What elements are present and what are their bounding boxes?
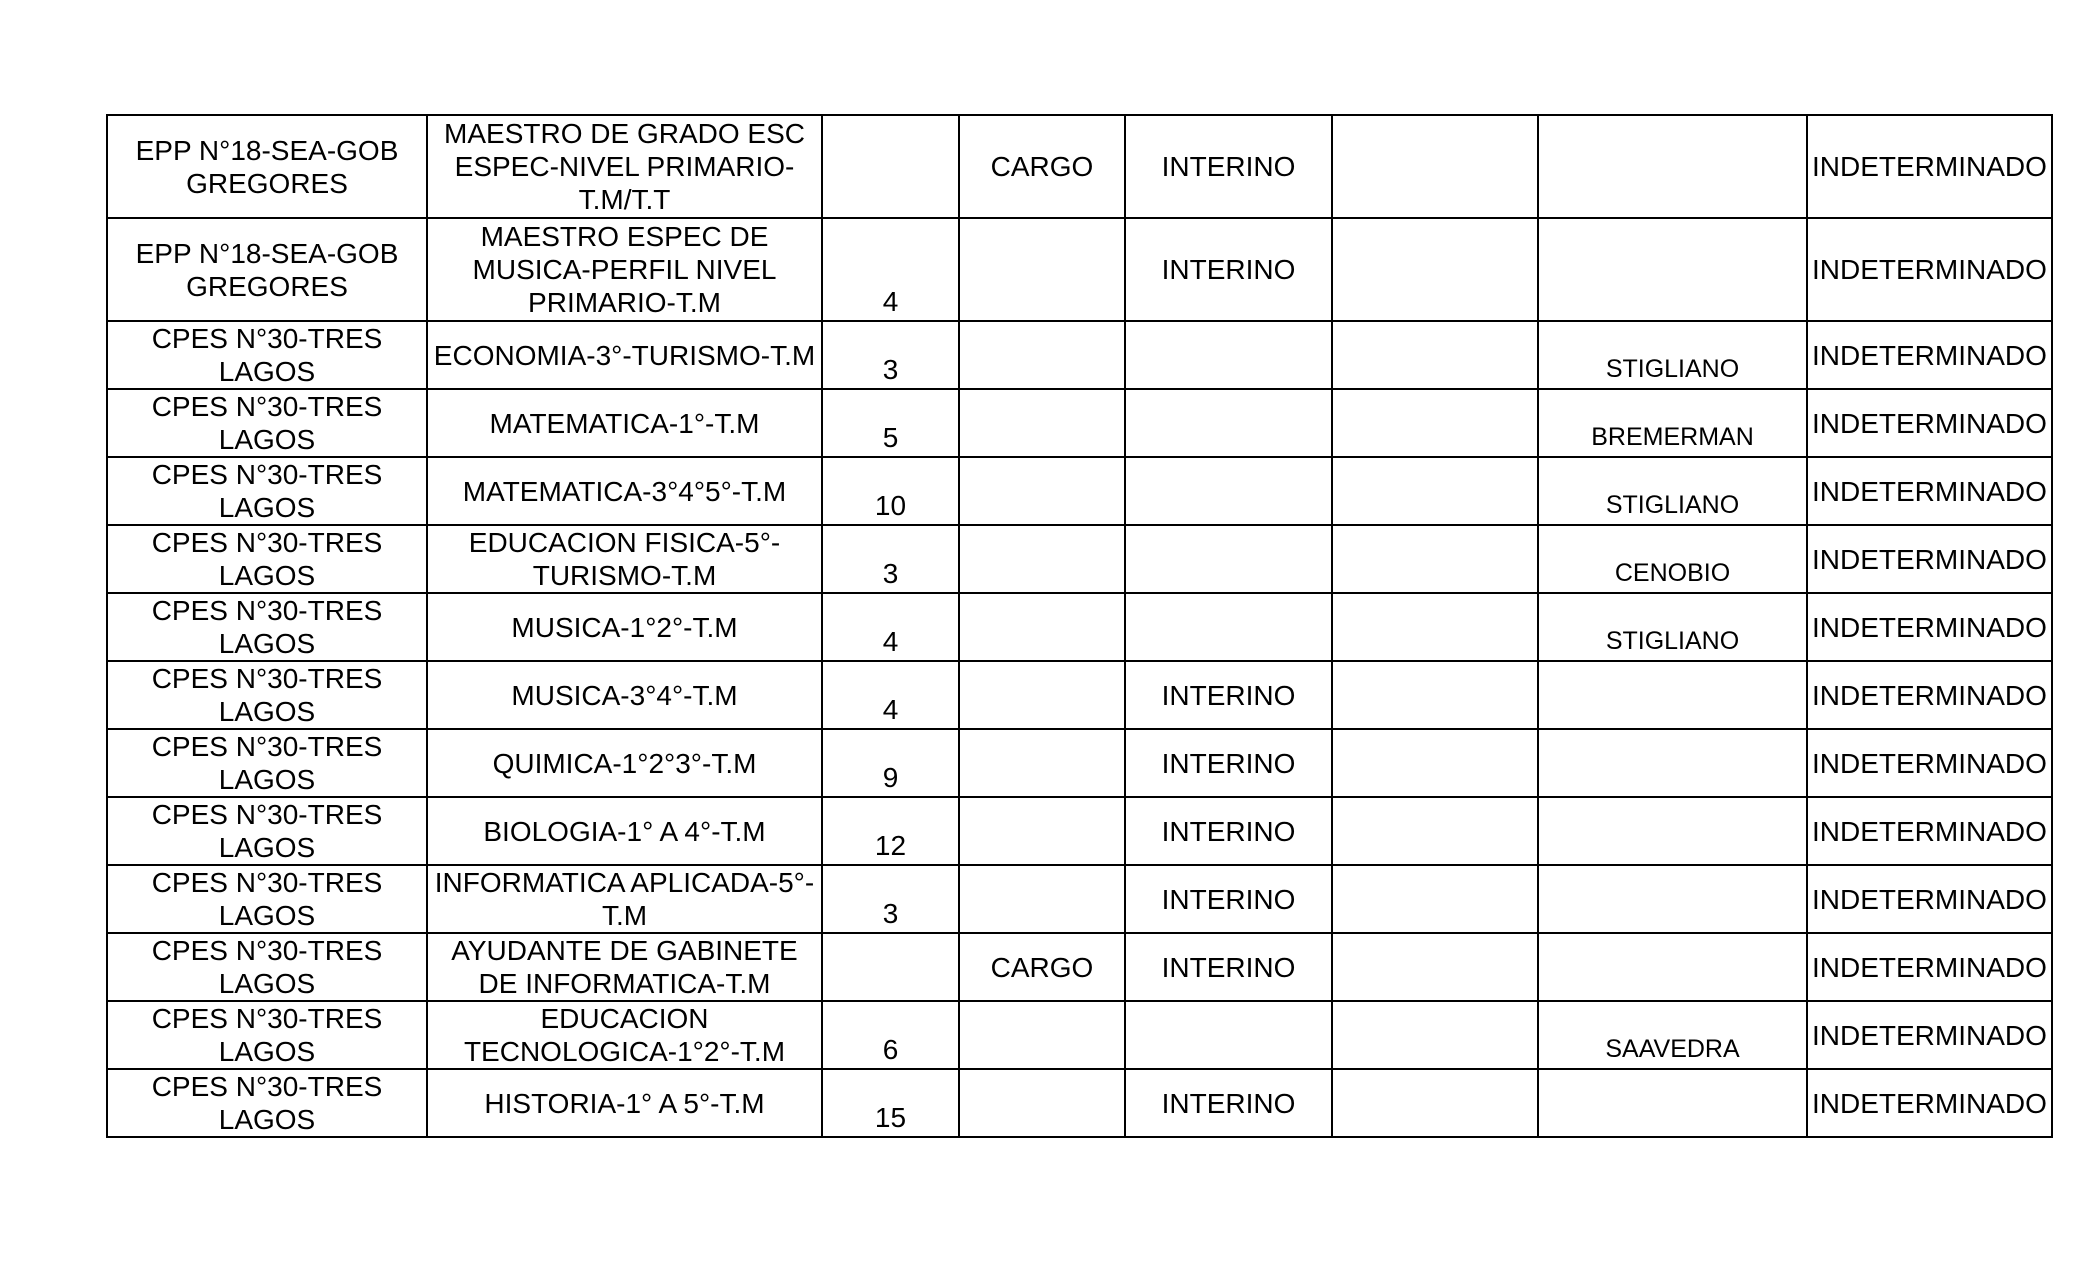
- table-row: [107, 593, 2052, 661]
- period-cell: INDETERMINADO: [1807, 389, 2052, 457]
- subject-cell: ECONOMIA-3°-TURISMO-T.M: [427, 321, 822, 389]
- empty-cell: [1332, 1001, 1538, 1069]
- period-cell: INDETERMINADO: [1807, 729, 2052, 797]
- type-cell: CARGO: [959, 933, 1125, 1001]
- subject-cell: AYUDANTE DE GABINETE DE INFORMATICA-T.M: [427, 933, 822, 1001]
- table-row: [107, 729, 2052, 797]
- hours-cell: 12: [822, 797, 959, 865]
- hours-cell: 6: [822, 1001, 959, 1069]
- table-row: [107, 389, 2052, 457]
- teacher-name-cell: [1538, 865, 1807, 933]
- type-cell: [959, 661, 1125, 729]
- hours-cell: 5: [822, 389, 959, 457]
- hours-cell: 15: [822, 1069, 959, 1137]
- type-cell: [959, 1069, 1125, 1137]
- hours-cell: [822, 115, 959, 218]
- teacher-name-cell: [1538, 1069, 1807, 1137]
- teacher-name-cell: [1538, 218, 1807, 321]
- empty-cell: [1332, 321, 1538, 389]
- school-cell: CPES N°30-TRES LAGOS: [107, 865, 427, 933]
- table-row: [107, 115, 2052, 218]
- status-cell: INTERINO: [1125, 661, 1332, 729]
- table-row: [107, 1069, 2052, 1137]
- school-cell: CPES N°30-TRES LAGOS: [107, 389, 427, 457]
- subject-cell: QUIMICA-1°2°3°-T.M: [427, 729, 822, 797]
- type-cell: [959, 865, 1125, 933]
- type-cell: [959, 457, 1125, 525]
- period-cell: INDETERMINADO: [1807, 525, 2052, 593]
- hours-cell: 3: [822, 865, 959, 933]
- type-cell: [959, 1001, 1125, 1069]
- table-row: [107, 218, 2052, 321]
- hours-cell: 4: [822, 593, 959, 661]
- teacher-name-cell: STIGLIANO: [1538, 321, 1807, 389]
- subject-cell: MUSICA-1°2°-T.M: [427, 593, 822, 661]
- teacher-name-cell: BREMERMAN: [1538, 389, 1807, 457]
- hours-cell: 9: [822, 729, 959, 797]
- subject-cell: HISTORIA-1° A 5°-T.M: [427, 1069, 822, 1137]
- type-cell: [959, 729, 1125, 797]
- school-cell: CPES N°30-TRES LAGOS: [107, 729, 427, 797]
- period-cell: INDETERMINADO: [1807, 321, 2052, 389]
- status-cell: [1125, 525, 1332, 593]
- period-cell: INDETERMINADO: [1807, 457, 2052, 525]
- type-cell: [959, 389, 1125, 457]
- status-cell: INTERINO: [1125, 933, 1332, 1001]
- subject-cell: EDUCACION FISICA-5°-TURISMO-T.M: [427, 525, 822, 593]
- period-cell: INDETERMINADO: [1807, 661, 2052, 729]
- teacher-name-cell: [1538, 933, 1807, 1001]
- school-cell: CPES N°30-TRES LAGOS: [107, 1001, 427, 1069]
- table-row: [107, 661, 2052, 729]
- school-cell: EPP N°18-SEA-GOB GREGORES: [107, 218, 427, 321]
- empty-cell: [1332, 218, 1538, 321]
- period-cell: INDETERMINADO: [1807, 933, 2052, 1001]
- table-row: [107, 525, 2052, 593]
- status-cell: [1125, 321, 1332, 389]
- table-body: [107, 115, 2052, 1137]
- type-cell: [959, 797, 1125, 865]
- school-cell: CPES N°30-TRES LAGOS: [107, 321, 427, 389]
- period-cell: INDETERMINADO: [1807, 1069, 2052, 1137]
- status-cell: [1125, 389, 1332, 457]
- empty-cell: [1332, 457, 1538, 525]
- teacher-name-cell: STIGLIANO: [1538, 593, 1807, 661]
- school-cell: CPES N°30-TRES LAGOS: [107, 933, 427, 1001]
- type-cell: [959, 218, 1125, 321]
- status-cell: INTERINO: [1125, 218, 1332, 321]
- table-row: [107, 797, 2052, 865]
- status-cell: [1125, 457, 1332, 525]
- subject-cell: INFORMATICA APLICADA-5°-T.M: [427, 865, 822, 933]
- status-cell: INTERINO: [1125, 1069, 1332, 1137]
- school-cell: EPP N°18-SEA-GOB GREGORES: [107, 115, 427, 218]
- type-cell: [959, 525, 1125, 593]
- hours-cell: 4: [822, 218, 959, 321]
- period-cell: INDETERMINADO: [1807, 115, 2052, 218]
- table-row: [107, 1001, 2052, 1069]
- subject-cell: MATEMATICA-1°-T.M: [427, 389, 822, 457]
- school-cell: CPES N°30-TRES LAGOS: [107, 797, 427, 865]
- school-cell: CPES N°30-TRES LAGOS: [107, 457, 427, 525]
- teacher-name-cell: STIGLIANO: [1538, 457, 1807, 525]
- empty-cell: [1332, 593, 1538, 661]
- vacancy-table: [106, 114, 2053, 1138]
- status-cell: INTERINO: [1125, 729, 1332, 797]
- empty-cell: [1332, 729, 1538, 797]
- hours-cell: 10: [822, 457, 959, 525]
- table-row: [107, 865, 2052, 933]
- empty-cell: [1332, 933, 1538, 1001]
- school-cell: CPES N°30-TRES LAGOS: [107, 1069, 427, 1137]
- period-cell: INDETERMINADO: [1807, 1001, 2052, 1069]
- table-row: [107, 321, 2052, 389]
- period-cell: INDETERMINADO: [1807, 218, 2052, 321]
- teacher-name-cell: [1538, 661, 1807, 729]
- period-cell: INDETERMINADO: [1807, 593, 2052, 661]
- teacher-name-cell: SAAVEDRA: [1538, 1001, 1807, 1069]
- type-cell: [959, 593, 1125, 661]
- empty-cell: [1332, 865, 1538, 933]
- empty-cell: [1332, 1069, 1538, 1137]
- teacher-name-cell: CENOBIO: [1538, 525, 1807, 593]
- subject-cell: MAESTRO DE GRADO ESC ESPEC-NIVEL PRIMARIO-T.M/T.T: [427, 115, 822, 218]
- school-cell: CPES N°30-TRES LAGOS: [107, 525, 427, 593]
- status-cell: INTERINO: [1125, 797, 1332, 865]
- hours-cell: 3: [822, 525, 959, 593]
- subject-cell: BIOLOGIA-1° A 4°-T.M: [427, 797, 822, 865]
- subject-cell: MAESTRO ESPEC DE MUSICA-PERFIL NIVEL PRIMARIO-T.M: [427, 218, 822, 321]
- teacher-name-cell: [1538, 729, 1807, 797]
- empty-cell: [1332, 389, 1538, 457]
- status-cell: [1125, 593, 1332, 661]
- subject-cell: MATEMATICA-3°4°5°-T.M: [427, 457, 822, 525]
- school-cell: CPES N°30-TRES LAGOS: [107, 661, 427, 729]
- hours-cell: 3: [822, 321, 959, 389]
- school-cell: CPES N°30-TRES LAGOS: [107, 593, 427, 661]
- status-cell: INTERINO: [1125, 865, 1332, 933]
- table-row: [107, 457, 2052, 525]
- empty-cell: [1332, 797, 1538, 865]
- empty-cell: [1332, 115, 1538, 218]
- status-cell: INTERINO: [1125, 115, 1332, 218]
- hours-cell: 4: [822, 661, 959, 729]
- status-cell: [1125, 1001, 1332, 1069]
- subject-cell: EDUCACION TECNOLOGICA-1°2°-T.M: [427, 1001, 822, 1069]
- empty-cell: [1332, 525, 1538, 593]
- period-cell: INDETERMINADO: [1807, 797, 2052, 865]
- teacher-name-cell: [1538, 115, 1807, 218]
- hours-cell: [822, 933, 959, 1001]
- teacher-name-cell: [1538, 797, 1807, 865]
- subject-cell: MUSICA-3°4°-T.M: [427, 661, 822, 729]
- table-row: [107, 933, 2052, 1001]
- empty-cell: [1332, 661, 1538, 729]
- type-cell: [959, 321, 1125, 389]
- period-cell: INDETERMINADO: [1807, 865, 2052, 933]
- type-cell: CARGO: [959, 115, 1125, 218]
